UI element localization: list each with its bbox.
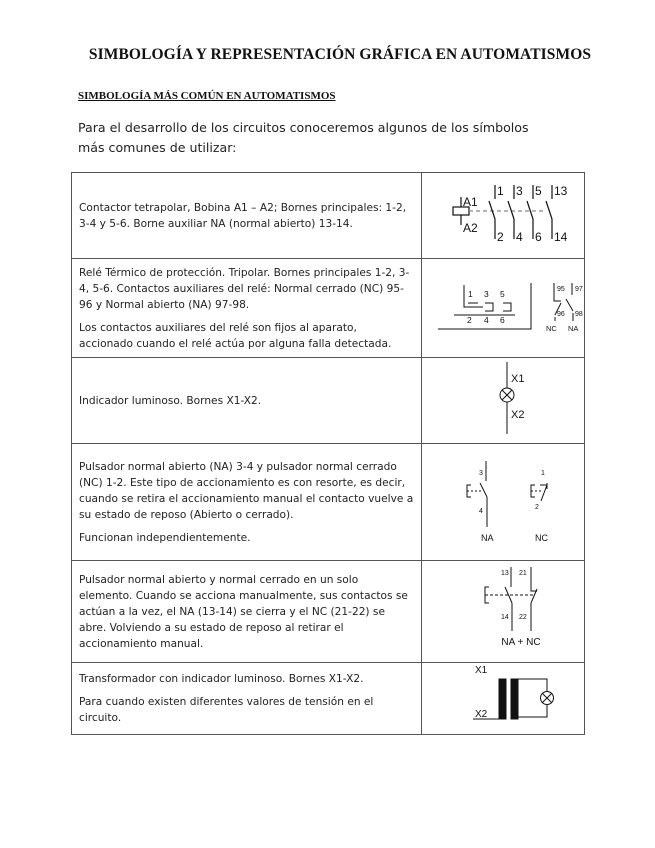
label: 5: [500, 288, 505, 299]
label: X1: [475, 665, 488, 676]
label: NC: [546, 323, 557, 333]
label: 1: [468, 288, 473, 299]
label: 4: [484, 314, 489, 325]
description-text: Funcionan independientemente.: [79, 531, 251, 544]
label: 1: [497, 184, 504, 198]
symbol-cell: [422, 444, 585, 561]
symbol-cell: [422, 173, 585, 259]
label: X2: [511, 409, 525, 421]
label: 14: [554, 230, 568, 244]
symbol-cell: [422, 561, 585, 663]
description-cell: [72, 444, 422, 561]
table-row: [72, 561, 585, 663]
description-text: Pulsador normal abierto (NA) 3-4 y pulsador normal cerrado (NC) 1-2. Este tipo de accionamiento es con resorte, es decir, cuando se retira el accionamiento manual el contacto vuelve a su estado de reposo (Abierto o cerrado).: [79, 460, 414, 521]
label: 3: [479, 469, 483, 477]
description-cell: [72, 358, 422, 444]
label: 5: [535, 184, 542, 198]
description-text: Relé Térmico de protección. Tripolar. Bornes principales 1-2, 3-4, 5-6. Contactos auxiliares del relé: Normal cerrado (NC) 95-96 y Normal abierto (NA) 97-98.: [79, 266, 410, 311]
label: A2: [463, 221, 478, 235]
label: X2: [475, 709, 488, 720]
description-cell: [72, 259, 422, 358]
label: 97: [575, 285, 583, 293]
symbol-cell: [422, 358, 585, 444]
description-text: Transformador con indicador luminoso. Bornes X1-X2.: [79, 673, 364, 685]
label: 1: [541, 469, 545, 477]
push-button-na-nc-symbol: [423, 561, 583, 657]
transformer-symbol: [423, 663, 583, 729]
table-row: [72, 259, 585, 358]
label: 14: [501, 614, 509, 621]
description-cell: [72, 561, 422, 663]
symbol-cell: [422, 663, 585, 735]
push-button-symbols: [423, 445, 583, 555]
label: 4: [479, 507, 483, 515]
page-title: SIMBOLOGÍA Y REPRESENTACIÓN GRÁFICA EN AUTOMATISMOS: [88, 46, 592, 63]
label: 6: [535, 230, 542, 244]
label: X1: [511, 373, 525, 385]
label: 21: [519, 570, 527, 577]
description-cell: [72, 663, 422, 735]
label: 2: [467, 314, 472, 325]
description-text: Indicador luminoso. Bornes X1-X2.: [79, 394, 262, 407]
table-row: [72, 663, 585, 735]
label: 98: [575, 310, 583, 318]
label: 95: [557, 285, 565, 293]
label: 13: [554, 184, 568, 198]
description-cell: [72, 173, 422, 259]
indicator-light-symbol: [423, 358, 583, 438]
label: A1: [463, 195, 478, 209]
label: 2: [497, 230, 504, 244]
table-row: [72, 358, 585, 444]
table-row: [72, 444, 585, 561]
symbol-cell: [422, 259, 585, 358]
label: 13: [501, 570, 509, 577]
symbol-table: [71, 172, 585, 735]
intro-paragraph: Para el desarrollo de los circuitos conoceremos algunos de los símbolos más comunes de utilizar:: [78, 120, 529, 155]
label: 4: [516, 230, 523, 244]
section-heading: SIMBOLOGÍA MÁS COMÚN EN AUTOMATISMOS: [78, 90, 336, 102]
label: NA: [481, 532, 494, 543]
label: NA + NC: [501, 637, 541, 648]
table-row: [72, 173, 585, 259]
label: 96: [557, 310, 565, 318]
label: 3: [484, 288, 489, 299]
label: 6: [500, 314, 505, 325]
description-text: Los contactos auxiliares del relé son fijos al aparato, accionado cuando el relé actúa por alguna falla detectada.: [79, 321, 392, 350]
description-text: Contactor tetrapolar, Bobina A1 – A2; Bornes principales: 1-2, 3-4 y 5-6. Borne auxiliar NA (normal abierto) 13-14.: [79, 201, 407, 230]
label: 2: [535, 503, 539, 511]
label: NA: [568, 323, 579, 333]
label: 22: [519, 614, 527, 621]
description-text: Para cuando existen diferentes valores de tensión en el circuito.: [79, 696, 374, 724]
description-text: Pulsador normal abierto y normal cerrado en un solo elemento. Cuando se acciona manualmente, sus contactos se actúan a la vez, el NA (13-14) se cierra y el NC (21-22) se abre. Volviendo a su estado de reposo al retirar el accionamiento manual.: [79, 573, 408, 650]
label: NC: [535, 532, 548, 543]
contactor-symbol: [423, 173, 583, 253]
thermal-relay-symbol: [423, 261, 583, 351]
label: 3: [516, 184, 523, 198]
